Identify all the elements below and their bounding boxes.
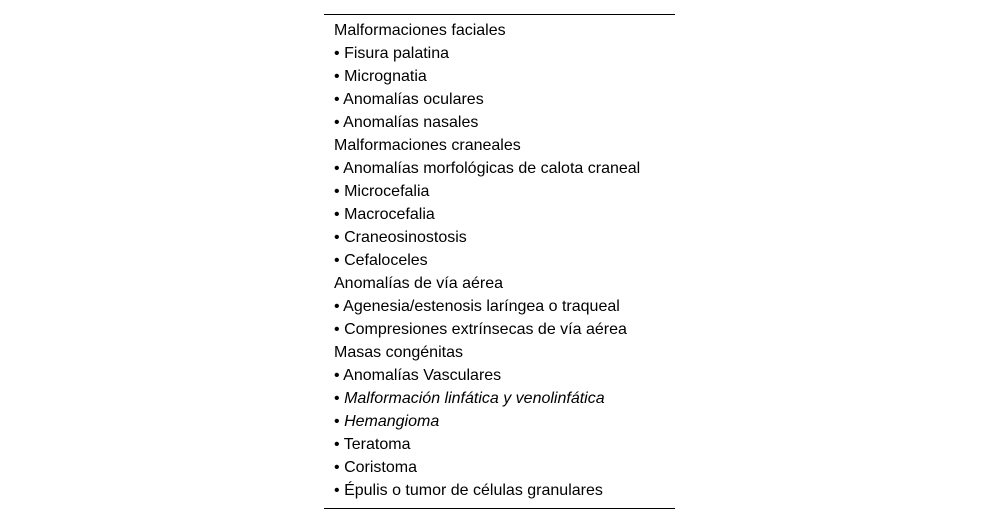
bullet-icon: • — [334, 413, 340, 430]
list-item-text: Épulis o tumor de células granulares — [344, 482, 603, 499]
list-item — [324, 479, 675, 502]
list-item-text: Malformación linfática y venolinfática — [344, 390, 605, 407]
list-item — [324, 364, 675, 387]
list-item-text: Agenesia/estenosis laríngea o traqueal — [343, 298, 620, 315]
anomalies-table — [324, 14, 675, 509]
list-item — [324, 203, 675, 226]
list-item-text: Coristoma — [344, 459, 417, 476]
list-item — [324, 249, 675, 272]
list-item-text: Microcefalia — [344, 183, 430, 200]
bullet-icon: • — [334, 459, 340, 476]
bullet-icon: • — [334, 367, 340, 384]
list-item — [324, 456, 675, 479]
section-heading: Masas congénitas — [334, 344, 463, 361]
section-heading: Malformaciones craneales — [334, 137, 521, 154]
list-item — [324, 88, 675, 111]
bullet-icon: • — [334, 160, 340, 177]
list-item-text: Anomalías morfológicas de calota craneal — [343, 160, 641, 177]
list-item-text: Hemangioma — [344, 413, 440, 430]
bullet-icon: • — [334, 436, 340, 453]
list-item — [324, 410, 675, 433]
bullet-icon: • — [334, 390, 340, 407]
list-item-text: Micrognatia — [344, 68, 427, 85]
list-item — [324, 295, 675, 318]
list-item-text: Fisura palatina — [344, 45, 450, 62]
list-item-text: Macrocefalia — [344, 206, 435, 223]
bullet-icon: • — [334, 91, 340, 108]
bullet-icon: • — [334, 68, 340, 85]
list-item — [324, 180, 675, 203]
bullet-icon: • — [334, 298, 340, 315]
bullet-icon: • — [334, 206, 340, 223]
list-item — [324, 318, 675, 341]
bullet-icon: • — [334, 229, 340, 246]
list-item-text: Teratoma — [343, 436, 411, 453]
list-item — [324, 65, 675, 88]
list-item-text: Compresiones extrínsecas de vía aérea — [344, 321, 627, 338]
section-heading: Anomalías de vía aérea — [334, 275, 503, 292]
list-item — [324, 42, 675, 65]
list-item-text: Anomalías oculares — [343, 91, 484, 108]
list-item-text: Anomalías Vasculares — [343, 367, 502, 384]
list-item-text: Craneosinostosis — [344, 229, 467, 246]
section-heading: Malformaciones faciales — [334, 22, 506, 39]
list-item — [324, 157, 675, 180]
bullet-icon: • — [334, 183, 340, 200]
list-item — [324, 226, 675, 249]
bullet-icon: • — [334, 321, 340, 338]
list-item — [324, 111, 675, 134]
bullet-icon: • — [334, 114, 340, 131]
list-item-text: Anomalías nasales — [343, 114, 479, 131]
list-item — [324, 387, 675, 410]
list-item-text: Cefaloceles — [344, 252, 428, 269]
bullet-icon: • — [334, 252, 340, 269]
bullet-icon: • — [334, 482, 340, 499]
list-item — [324, 433, 675, 456]
bullet-icon: • — [334, 45, 340, 62]
